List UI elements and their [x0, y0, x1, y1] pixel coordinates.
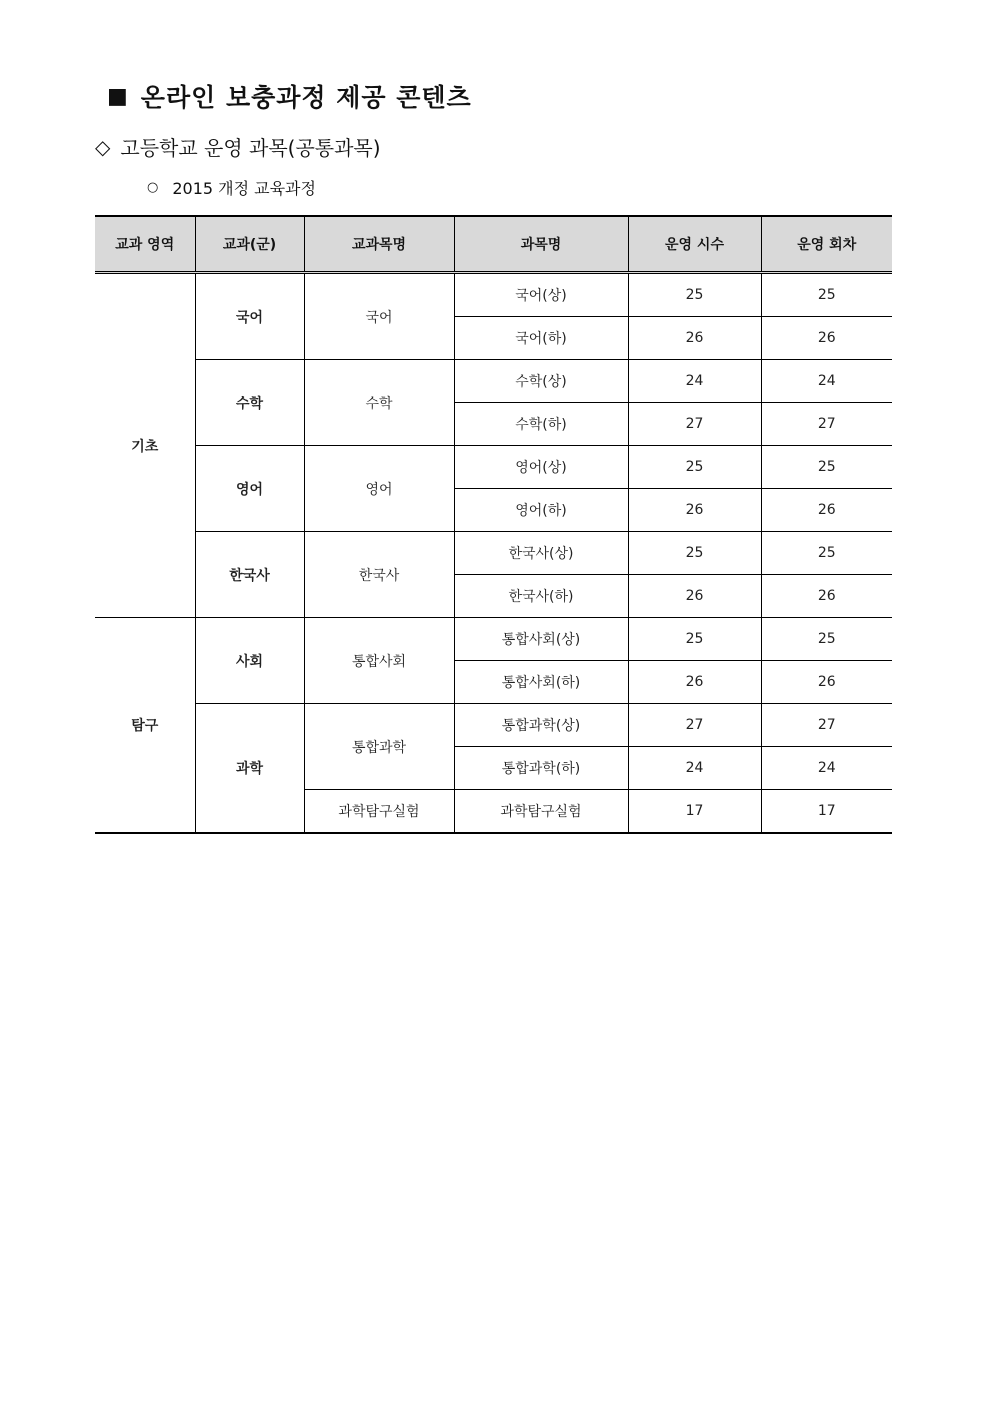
hours-cell: 26: [628, 317, 761, 360]
hours-cell: 26: [628, 661, 761, 704]
circle-bullet-icon: ○: [147, 180, 159, 195]
sessions-cell: 26: [761, 489, 892, 532]
curriculum-note-text: 2015 개정 교육과정: [172, 179, 316, 198]
curriculum-note: [147, 176, 316, 199]
sessions-cell: 25: [761, 446, 892, 489]
hours-cell: 25: [628, 618, 761, 661]
table-row: [95, 360, 892, 403]
table-row: [95, 446, 892, 489]
course-name-cell: 국어: [304, 273, 454, 360]
hours-cell: 25: [628, 446, 761, 489]
subject-cell: 수학(상): [454, 360, 628, 403]
course-name-cell: 과학탐구실험: [304, 790, 454, 834]
hours-cell: 24: [628, 747, 761, 790]
subject-cell: 한국사(하): [454, 575, 628, 618]
sessions-cell: 26: [761, 661, 892, 704]
header-hours: 운영 시수: [628, 216, 761, 273]
hours-cell: 17: [628, 790, 761, 834]
sessions-cell: 27: [761, 704, 892, 747]
section-subtitle-text: 고등학교 운영 과목(공통과목): [120, 136, 381, 160]
table-row: [95, 618, 892, 661]
course-name-cell: 통합과학: [304, 704, 454, 790]
table-row: [95, 704, 892, 747]
sessions-cell: 25: [761, 618, 892, 661]
sessions-cell: 24: [761, 747, 892, 790]
table-header-row: [95, 216, 892, 273]
table-row: [95, 273, 892, 317]
square-bullet-icon: ■: [107, 83, 129, 109]
header-subject: 과목명: [454, 216, 628, 273]
course-name-cell: 수학: [304, 360, 454, 446]
subject-cell: 국어(상): [454, 273, 628, 317]
hours-cell: 27: [628, 704, 761, 747]
diamond-bullet-icon: ◇: [95, 134, 111, 159]
subject-cell: 과학탐구실험: [454, 790, 628, 834]
header-group: 교과(군): [195, 216, 304, 273]
course-name-cell: 한국사: [304, 532, 454, 618]
group-cell: 국어: [195, 273, 304, 360]
course-name-cell: 통합사회: [304, 618, 454, 704]
table-row: [95, 532, 892, 575]
subject-cell: 통합과학(상): [454, 704, 628, 747]
page-title-text: 온라인 보충과정 제공 콘텐츠: [140, 83, 472, 112]
subject-cell: 통합사회(하): [454, 661, 628, 704]
header-course-name: 교과목명: [304, 216, 454, 273]
group-cell: 수학: [195, 360, 304, 446]
subject-cell: 국어(하): [454, 317, 628, 360]
sessions-cell: 25: [761, 273, 892, 317]
sessions-cell: 25: [761, 532, 892, 575]
subject-cell: 영어(상): [454, 446, 628, 489]
group-cell: 과학: [195, 704, 304, 834]
subject-cell: 영어(하): [454, 489, 628, 532]
subject-cell: 수학(하): [454, 403, 628, 446]
course-name-cell: 영어: [304, 446, 454, 532]
hours-cell: 26: [628, 489, 761, 532]
group-cell: 한국사: [195, 532, 304, 618]
group-cell: 영어: [195, 446, 304, 532]
sessions-cell: 27: [761, 403, 892, 446]
subject-cell: 통합과학(하): [454, 747, 628, 790]
area-cell: 탐구: [95, 618, 195, 834]
course-table: [95, 215, 892, 834]
hours-cell: 26: [628, 575, 761, 618]
hours-cell: 25: [628, 532, 761, 575]
hours-cell: 25: [628, 273, 761, 317]
group-cell: 사회: [195, 618, 304, 704]
hours-cell: 24: [628, 360, 761, 403]
sessions-cell: 26: [761, 575, 892, 618]
hours-cell: 27: [628, 403, 761, 446]
area-cell: 기초: [95, 273, 195, 618]
section-subtitle: [95, 132, 381, 161]
sessions-cell: 26: [761, 317, 892, 360]
header-area: 교과 영역: [95, 216, 195, 273]
sessions-cell: 17: [761, 790, 892, 834]
sessions-cell: 24: [761, 360, 892, 403]
subject-cell: 통합사회(상): [454, 618, 628, 661]
subject-cell: 한국사(상): [454, 532, 628, 575]
page-title: [107, 78, 472, 114]
header-sessions: 운영 회차: [761, 216, 892, 273]
